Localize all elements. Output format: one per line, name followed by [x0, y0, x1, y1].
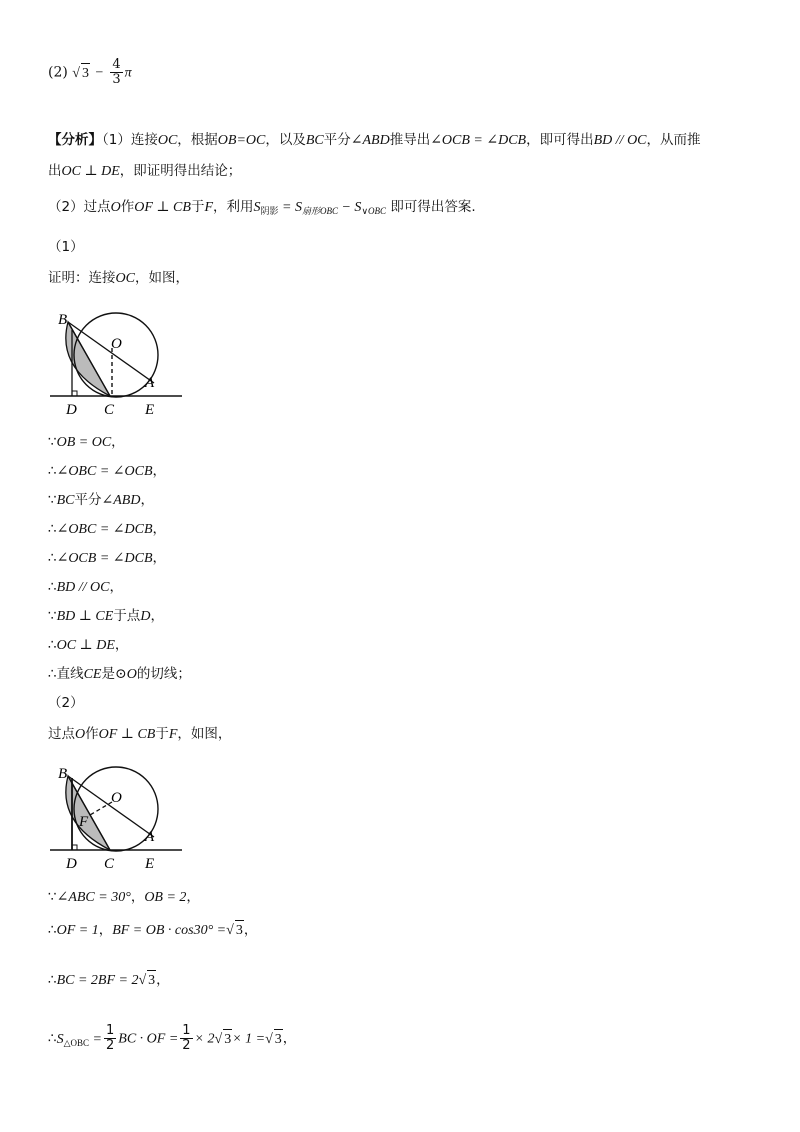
answer-pi: π [124, 65, 132, 81]
part2-step-2: ∴OF = 1，BF = OB · cos30° =√ 3， [48, 920, 257, 941]
part2-step-3: ∴BC = 2BF = 2√ 3， [48, 970, 170, 991]
label-c: C [104, 856, 115, 872]
segment-of-dashed [90, 802, 112, 815]
figure-1 [48, 308, 188, 418]
answer-prefix: (2) [48, 64, 68, 81]
part2-step-4: $\therefore S_{\triangle OBC}$ = $\frac{1}{2}$ BC · OF = $\frac{1}{2}$ × 2√ 3× 1 =√ 3， [48, 1023, 297, 1053]
analysis-line-2: 出OC ⊥ DE，即证明得出结论； [48, 163, 242, 179]
part2-intro: 过点O作OF ⊥ CB于F，如图， [48, 726, 232, 742]
analysis-tag: 【分析】 [48, 132, 102, 148]
label-d: D [66, 402, 77, 418]
answer-part2: (2) √ 3 − $\frac{4}{3}$ π [48, 57, 132, 87]
part1-step-7: ∵BD ⊥ CE于点D， [48, 608, 164, 624]
label-d: D [66, 856, 77, 872]
part1-conclusion: ∴直线CE是⊙O的切线； [48, 666, 191, 682]
analysis-line-3: （2）过点O作OF ⊥ CB于F，利用$S_{阴影} = S_{扇形OBC} - S_{\vee OBC}$ 即可得出答案. [48, 199, 476, 216]
label-e: E [145, 856, 155, 872]
part1-step-1: ∵OB = OC， [48, 434, 125, 450]
label-o: O [111, 790, 122, 806]
shaded-area-formula: $S_{阴影} = S_{扇形OBC} - S_{\vee OBC}$ [253, 200, 387, 216]
answer-fraction: $\frac{4}{3}$ [112, 57, 121, 87]
part2-label: （2） [48, 695, 84, 711]
label-a: A [145, 375, 155, 391]
part1-step-2: ∴∠OBC = ∠OCB， [48, 463, 167, 479]
part1-step-8: ∴OC ⊥ DE， [48, 637, 129, 653]
label-f: F [79, 814, 89, 830]
label-b: B [58, 312, 68, 328]
label-o: O [111, 336, 122, 352]
label-b: B [58, 766, 68, 782]
part1-step-3: ∵BC平分∠ABD， [48, 492, 154, 508]
label-e: E [145, 402, 155, 418]
part1-step-6: ∴BD // OC， [48, 579, 123, 595]
analysis-line-1: 【分析】（1）连接OC，根据OB=OC，以及BC平分∠ABD推导出∠OCB = ∠DCB，即可得出BD // OC，从而推 [48, 132, 701, 148]
part1-proof-intro: 证明：连接OC，如图， [48, 270, 189, 286]
part1-step-4: ∴∠OBC = ∠DCB， [48, 521, 167, 537]
label-c: C [104, 402, 115, 418]
part2-step-1: ∵∠ABC = 30°，OB = 2， [48, 889, 200, 905]
part1-step-5: ∴∠OCB = ∠DCB， [48, 550, 167, 566]
figure-2 [48, 762, 188, 872]
answer-radicand: 3 [81, 63, 90, 84]
fraction-half-2: $\frac{1}{2}$ [182, 1023, 191, 1053]
fraction-half-1: $\frac{1}{2}$ [105, 1023, 115, 1053]
part1-label: （1） [48, 239, 84, 255]
label-a: A [145, 829, 155, 845]
answer-minus: − [94, 65, 104, 81]
right-angle-mark [72, 391, 77, 396]
